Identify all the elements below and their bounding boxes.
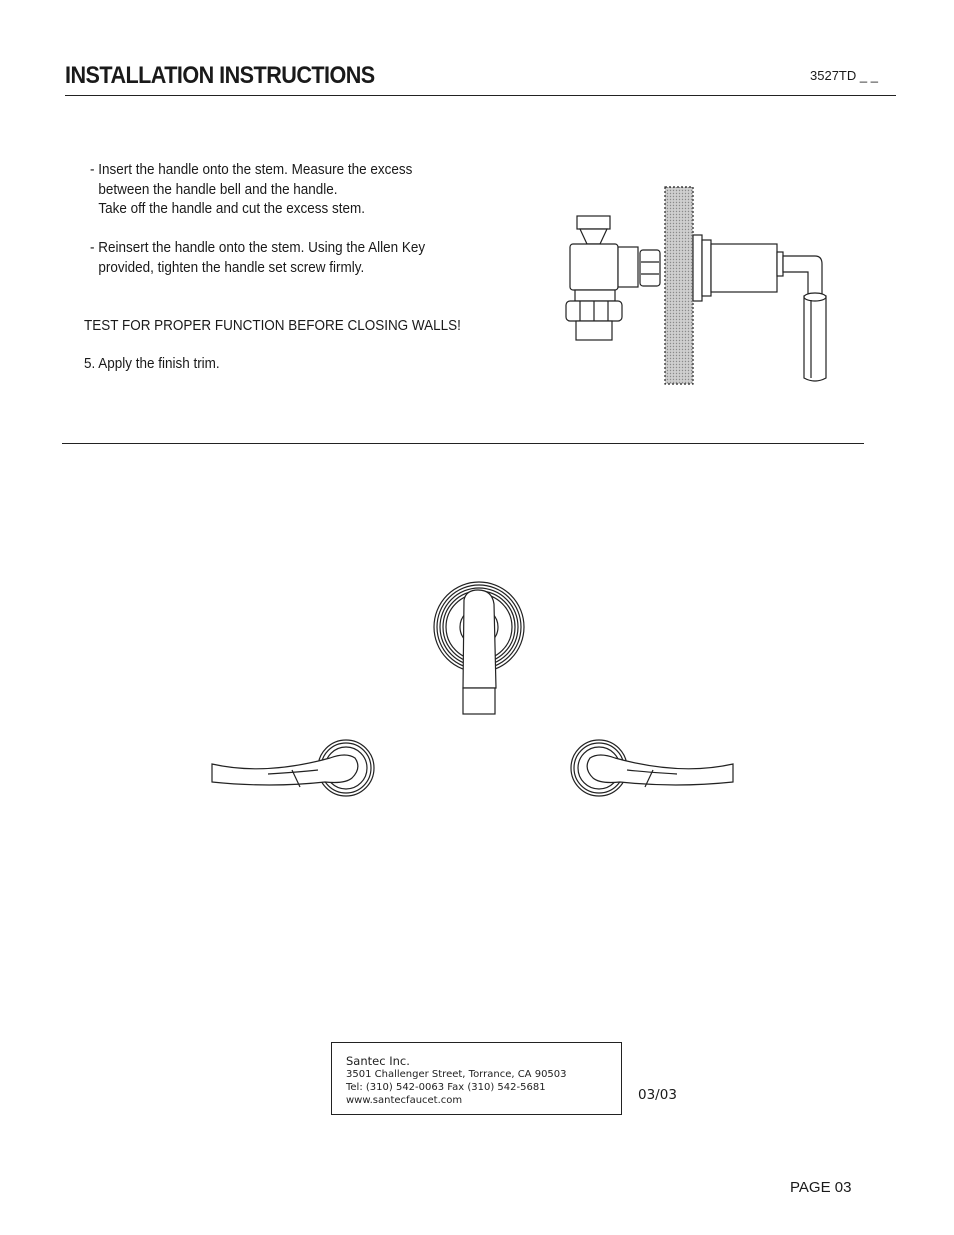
- company-address: 3501 Challenger Street, Torrance, CA 90503: [346, 1069, 567, 1080]
- valve-side-view-diagram: [556, 180, 846, 395]
- company-phone: Tel: (310) 542-0063 Fax (310) 542-5681: [346, 1082, 546, 1093]
- company-name: Santec Inc.: [346, 1054, 410, 1068]
- step-line: Take off the handle and cut the excess stem.: [98, 201, 365, 217]
- step-line: provided, tighten the handle set screw firmly.: [98, 259, 365, 276]
- step-handle-fit: [90, 161, 412, 220]
- revision-date: 03/03: [638, 1087, 677, 1103]
- step-handle-tighten: [90, 239, 425, 278]
- diverter-handle-front-view: [430, 575, 530, 720]
- step-5: 5. Apply the finish trim.: [84, 356, 220, 372]
- test-warning: TEST FOR PROPER FUNCTION BEFORE CLOSING WALLS!: [84, 318, 461, 334]
- section-divider: [62, 443, 864, 444]
- page-number: PAGE 03: [790, 1179, 852, 1196]
- right-lever-handle: [565, 735, 740, 800]
- model-number: 3527TD _ _: [810, 68, 878, 83]
- company-website: www.santecfaucet.com: [346, 1095, 463, 1106]
- step-line: - Reinsert the handle onto the stem. Using the Allen Key: [90, 240, 426, 256]
- step-line: - Insert the handle onto the stem. Measure the excess: [90, 162, 413, 178]
- left-lever-handle: [205, 735, 380, 800]
- header-divider: [65, 95, 896, 96]
- company-address-box: [331, 1042, 622, 1115]
- step-line: between the handle bell and the handle.: [98, 181, 338, 198]
- page-title: INSTALLATION INSTRUCTIONS: [65, 62, 375, 89]
